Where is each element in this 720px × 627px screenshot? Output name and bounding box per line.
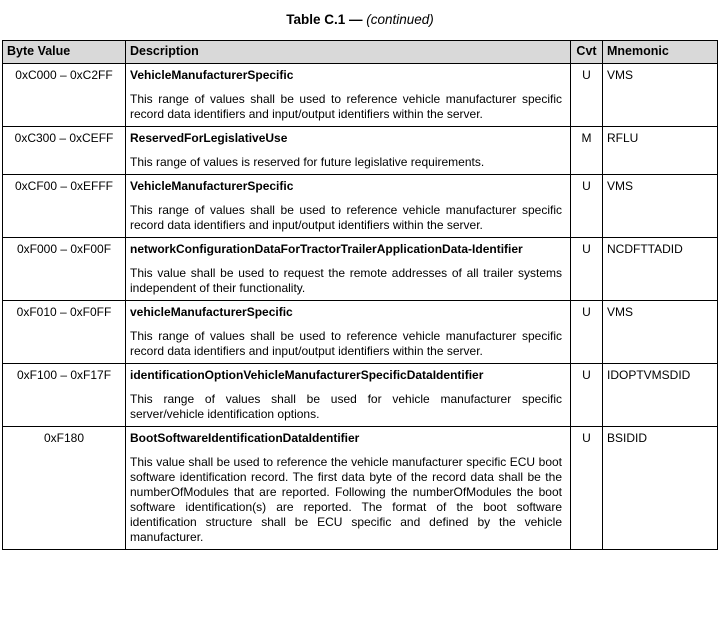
identifier-name: networkConfigurationDataForTractorTrailerApplicationData-Identifier — [130, 242, 523, 256]
identifier-name: vehicleManufacturerSpecific — [130, 305, 293, 319]
byte-value-cell: 0xC000 – 0xC2FF — [3, 64, 126, 127]
identifier-name: identificationOptionVehicleManufacturerSpecificDataIdentifier — [130, 368, 484, 382]
table-caption-suffix: (continued) — [366, 12, 434, 27]
byte-value-cell: 0xCF00 – 0xEFFF — [3, 175, 126, 238]
mnemonic-cell: RFLU — [603, 127, 718, 175]
table-row — [3, 301, 718, 364]
cvt-cell: U — [571, 301, 603, 364]
data-identifier-table — [2, 40, 718, 550]
table-row — [3, 238, 718, 301]
mnemonic-cell: BSIDID — [603, 427, 718, 550]
description-cell — [126, 364, 571, 427]
header-cvt: Cvt — [571, 41, 603, 64]
identifier-name: VehicleManufacturerSpecific — [130, 179, 294, 193]
description-cell — [126, 238, 571, 301]
identifier-description: This range of values shall be used to reference vehicle manufacturer specific record data identifiers and input/output identifiers within the server. — [130, 329, 562, 358]
table-header-row — [3, 41, 718, 64]
cvt-cell: U — [571, 64, 603, 127]
mnemonic-cell: VMS — [603, 64, 718, 127]
header-mnemonic: Mnemonic — [603, 41, 718, 64]
table-row — [3, 427, 718, 550]
cvt-cell: U — [571, 175, 603, 238]
description-cell — [126, 175, 571, 238]
table-body — [3, 64, 718, 550]
description-cell — [126, 127, 571, 175]
byte-value-cell: 0xF000 – 0xF00F — [3, 238, 126, 301]
identifier-description: This value shall be used to reference the vehicle manufacturer specific ECU boot software identification record. The first data byte of the record data shall be the numberOfModules that are reported. Following the numberOfModules the boot software identification(s) are reported. The format of the boot software identification structure shall be ECU specific and defined by the vehicle manufacturer. — [130, 455, 562, 544]
identifier-description: This range of values is reserved for future legislative requirements. — [130, 155, 485, 169]
identifier-name: ReservedForLegislativeUse — [130, 131, 288, 145]
mnemonic-cell: VMS — [603, 175, 718, 238]
mnemonic-cell: VMS — [603, 301, 718, 364]
description-cell — [126, 427, 571, 550]
identifier-description: This value shall be used to request the remote addresses of all trailer systems independent of their functionality. — [130, 266, 562, 295]
byte-value-cell: 0xF010 – 0xF0FF — [3, 301, 126, 364]
header-description: Description — [126, 41, 571, 64]
cvt-cell: U — [571, 427, 603, 550]
table-row — [3, 127, 718, 175]
table-caption-label: Table C.1 — — [286, 12, 363, 27]
description-cell — [126, 301, 571, 364]
byte-value-cell: 0xF100 – 0xF17F — [3, 364, 126, 427]
table-caption — [0, 12, 720, 27]
table-row — [3, 175, 718, 238]
identifier-description: This range of values shall be used for vehicle manufacturer specific server/vehicle identification options. — [130, 392, 562, 421]
identifier-name: VehicleManufacturerSpecific — [130, 68, 294, 82]
header-byte-value: Byte Value — [3, 41, 126, 64]
table-row — [3, 64, 718, 127]
cvt-cell: M — [571, 127, 603, 175]
description-cell — [126, 64, 571, 127]
identifier-description: This range of values shall be used to reference vehicle manufacturer specific record data identifiers and input/output identifiers within the server. — [130, 92, 562, 121]
cvt-cell: U — [571, 364, 603, 427]
identifier-name: BootSoftwareIdentificationDataIdentifier — [130, 431, 360, 445]
table-row — [3, 364, 718, 427]
identifier-description: This range of values shall be used to reference vehicle manufacturer specific record data identifiers and input/output identifiers within the server. — [130, 203, 562, 232]
mnemonic-cell: NCDFTTADID — [603, 238, 718, 301]
byte-value-cell: 0xC300 – 0xCEFF — [3, 127, 126, 175]
cvt-cell: U — [571, 238, 603, 301]
mnemonic-cell: IDOPTVMSDID — [603, 364, 718, 427]
byte-value-cell: 0xF180 — [3, 427, 126, 550]
